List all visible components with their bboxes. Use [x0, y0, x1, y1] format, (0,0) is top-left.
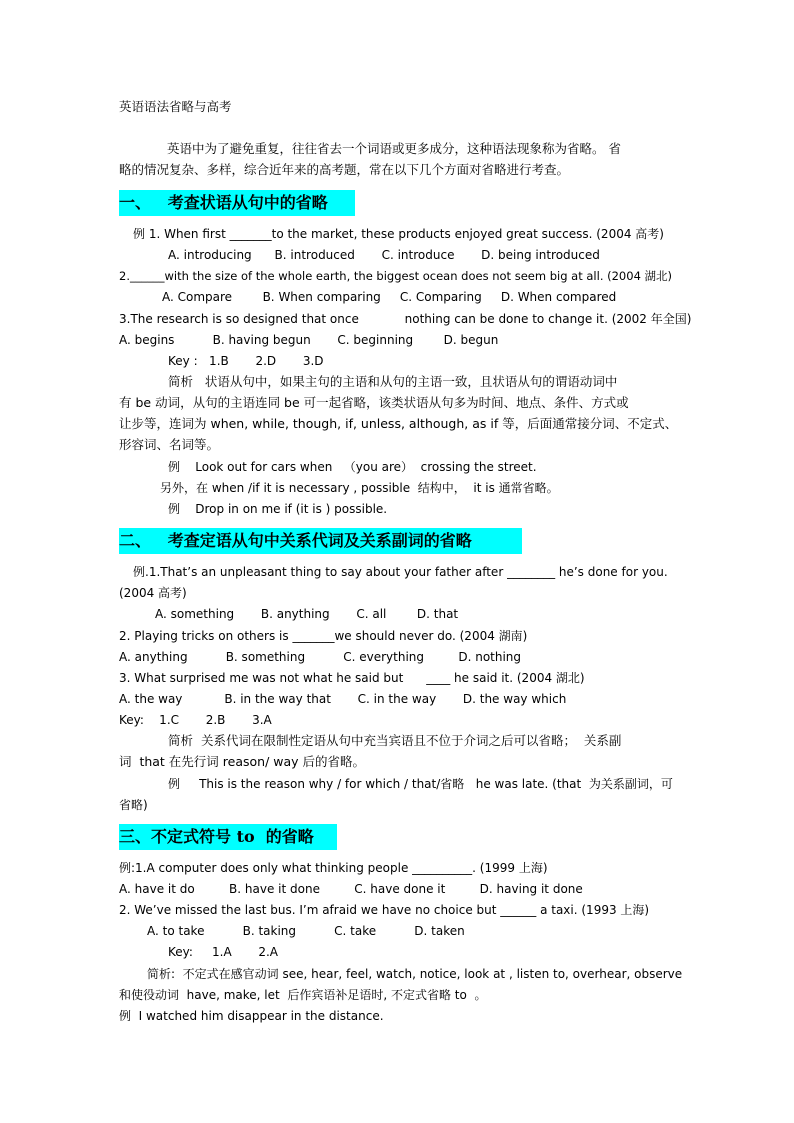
- question-line: 2. We’ve missed the last bus. I’m afraid we have no choice but ______ a taxi. (1993 上海): [119, 903, 650, 917]
- analysis-line: 形容词、名词等。: [119, 437, 220, 452]
- example-line: 例 This is the reason why / for which / that/省略 he was late. (that 为关系副词，可: [168, 777, 673, 791]
- analysis-line: 简析 关系代词在限制性定语从句中充当宾语且不位于介词之后可以省略； 关系副: [168, 733, 622, 748]
- answer-key: Key: 1.C 2.B 3.A: [119, 713, 272, 727]
- analysis-line: 简析: 不定式在感官动词 see, hear, feel, watch, notice, look at , listen to, overhear, observe: [147, 967, 683, 981]
- example-line: 省略): [119, 798, 148, 812]
- question-line: 3. What surprised me was not what he said but ____ he said it. (2004 湖北): [119, 671, 585, 685]
- analysis-line: 让步等，连词为 when, while, though, if, unless, although, as if 等，后面通常接分词、不定式、: [119, 416, 678, 431]
- example-line: 例 I watched him disappear in the distance.: [119, 1009, 384, 1023]
- analysis-line: 有 be 动词，从句的主语连同 be 可一起省略，该类状语从句多为时间、地点、条件、方式或: [119, 395, 629, 410]
- question-line: 2.______with the size of the whole earth, the biggest ocean does not seem big at all. (2004 湖北): [119, 269, 673, 283]
- section-heading-3-text: 三、不定式符号 to 的省略: [119, 827, 314, 846]
- section-heading-1: [119, 190, 355, 216]
- options-line: A. Compare B. When comparing C. Comparing D. When compared: [162, 290, 617, 304]
- answer-key: Key: 1.A 2.A: [168, 945, 279, 959]
- example-line: 例 Drop in on me if (it is ) possible.: [168, 502, 388, 516]
- question-line: 3.The research is so designed that once nothing can be done to change it. (2002 年全国): [119, 312, 692, 326]
- question-line: (2004 高考): [119, 586, 187, 600]
- question-line: 2. Playing tricks on others is _______we should never do. (2004 湖南): [119, 629, 528, 643]
- intro-line-2: 略的情况复杂、多样，综合近年来的高考题，常在以下几个方面对省略进行考查。: [119, 162, 570, 177]
- options-line: A. something B. anything C. all D. that: [155, 607, 459, 621]
- question-line: 例.1.That’s an unpleasant thing to say about your father after ________ he’s done for you.: [133, 565, 668, 579]
- section-heading-1-text: 一、 考查状语从句中的省略: [119, 193, 328, 212]
- analysis-line: 和使役动词 have, make, let 后作宾语补足语时, 不定式省略 to 。: [119, 988, 487, 1002]
- example-line: 例 Look out for cars when （you are） crossing the street.: [168, 460, 537, 474]
- analysis-line: 简析 状语从句中，如果主句的主语和从句的主语一致，且状语从句的谓语动词中: [168, 374, 618, 389]
- intro-line-1: 英语中为了避免重复，往往省去一个词语或更多成分，这种语法现象称为省略。 省: [167, 141, 621, 156]
- section-heading-2: [119, 528, 522, 554]
- options-line: A. to take B. taking C. take D. taken: [147, 924, 465, 938]
- options-line: A. anything B. something C. everything D. nothing: [119, 650, 522, 664]
- answer-key: Key : 1.B 2.D 3.D: [168, 354, 324, 368]
- note-line: 另外，在 when /if it is necessary , possible 结构中， it is 通常省略。: [160, 481, 559, 495]
- options-line: A. introducing B. introduced C. introduce D. being introduced: [168, 248, 600, 262]
- options-line: A. the way B. in the way that C. in the way D. the way which: [119, 692, 567, 706]
- question-line: 例:1.A computer does only what thinking people __________. (1999 上海): [119, 861, 548, 875]
- question-line: 例 1. When first _______to the market, these products enjoyed great success. (2004 高考): [133, 227, 664, 241]
- options-line: A. begins B. having begun C. beginning D. begun: [119, 333, 499, 347]
- options-line: A. have it do B. have it done C. have done it D. having it done: [119, 882, 583, 896]
- analysis-line: 词 that 在先行词 reason/ way 后的省略。: [119, 754, 366, 769]
- section-heading-2-text: 二、 考查定语从句中关系代词及关系副词的省略: [119, 531, 472, 550]
- document-title: 英语语法省略与高考: [119, 99, 232, 114]
- section-heading-3: [119, 824, 337, 850]
